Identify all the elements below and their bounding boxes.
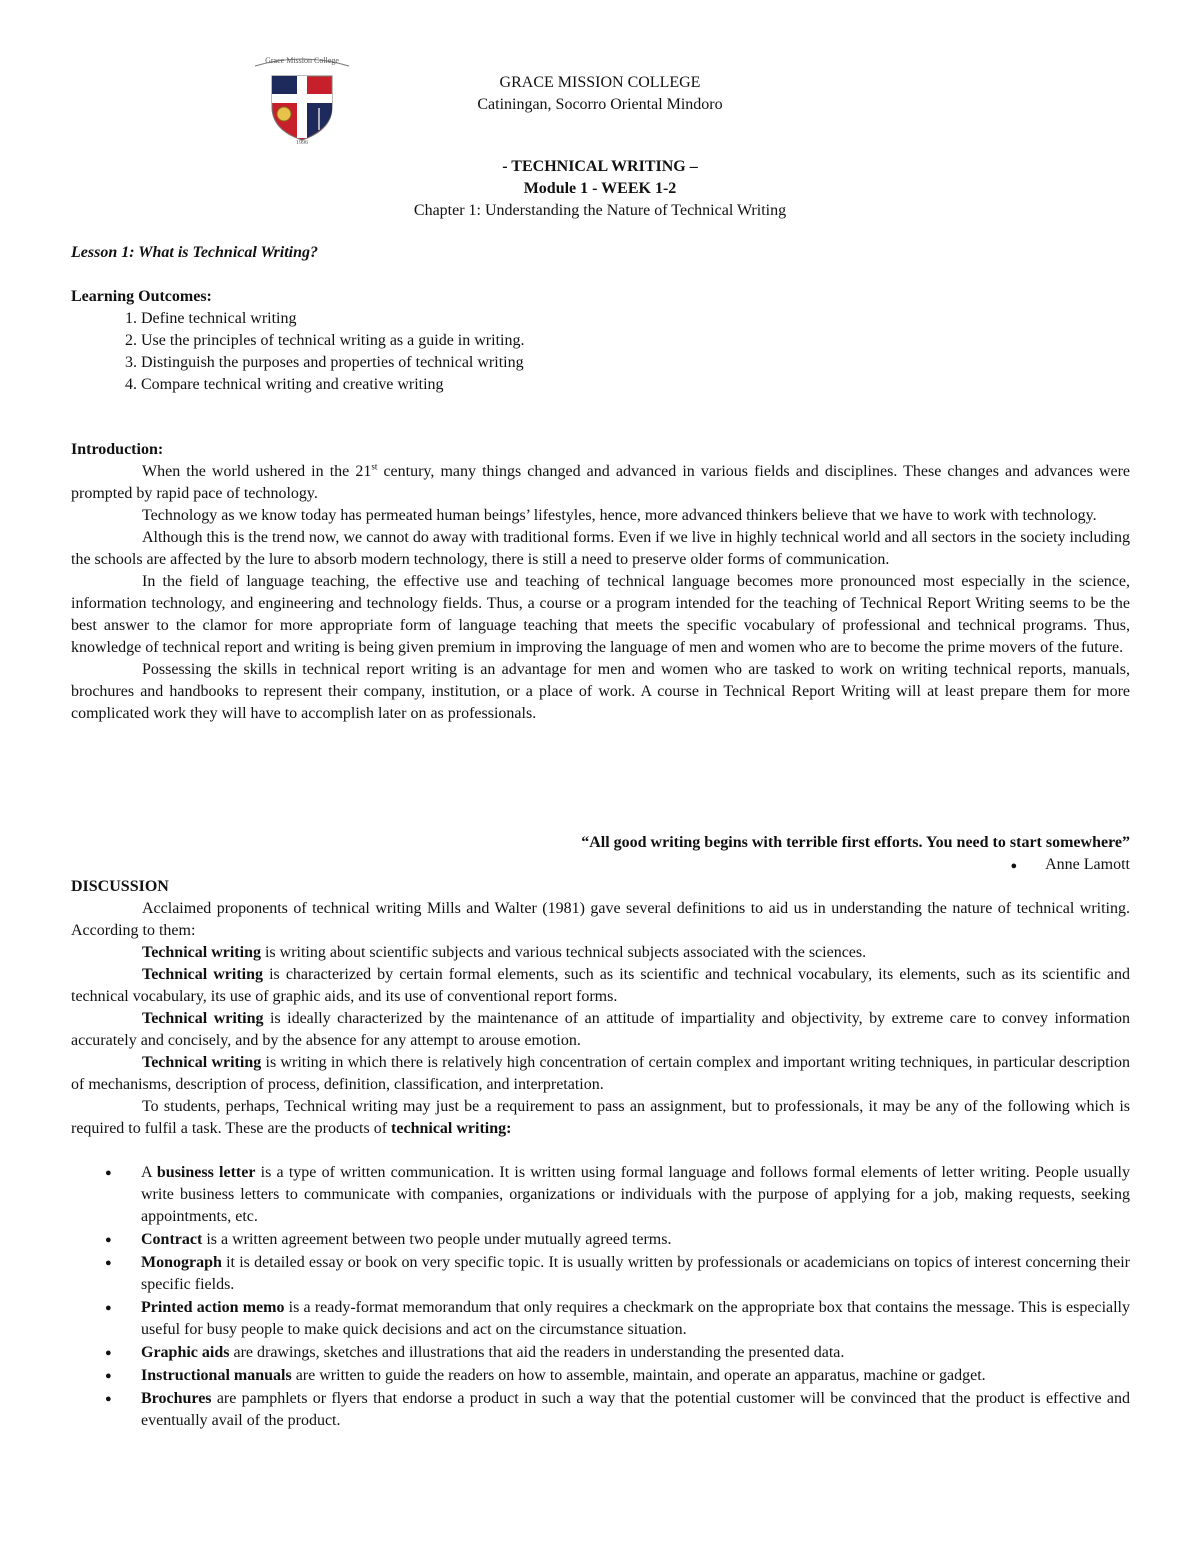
quote-block <box>71 832 1130 877</box>
quote-bullet: ● <box>1010 860 1018 872</box>
college-name: GRACE MISSION COLLEGE <box>499 74 701 91</box>
learning-outcomes-list <box>71 308 1130 396</box>
intro-paragraph: Possessing the skills in technical report writing is an advantage for men and women who are tasked to work on writing technical reports, manuals, brochures and handbooks to represent their company, institution, or a place of work. A course in Technical Report Writing will at least prepare them for more complicated work they will have to accomplish later on as professionals. <box>71 661 1130 722</box>
list-item: ● Contract is a written agreement between two people under mutually agreed terms. <box>105 1231 672 1248</box>
products-section <box>71 1162 1130 1433</box>
introduction-section <box>71 439 1130 725</box>
outcome-item: 2. Use the principles of technical writing as a guide in writing. <box>141 330 1130 352</box>
introduction-heading: Introduction: <box>71 441 164 458</box>
quote-author-line <box>71 854 1130 877</box>
logo-text: Grace Mission College <box>265 56 339 65</box>
intro-paragraph: In the field of language teaching, the effective use and teaching of technical language becomes more pronounced most especially in the science, information technology, and engineering and technology fields. Thus, a course or a program intended for the teaching of Technical Report Writing seems to be the best answer to the clamor for more appropriate form of language teaching that meets the specific vocabulary of professional and technical programs. Thus, knowledge of technical report and writing is being given premium in improving the language of men and women who are to become the prime movers of the future. <box>71 573 1130 656</box>
intro-paragraph: Although this is the trend now, we cannot do away with traditional forms. Even if we live in highly technical world and all sectors in the society including the schools are affected by the lure to absorb modern technology, there is still a need to preserve older forms of communication. <box>71 529 1130 568</box>
course-title: - TECHNICAL WRITING – <box>502 158 698 175</box>
outcome-item: 1. Define technical writing <box>141 308 1130 330</box>
definition-paragraph: Technical writing is characterized by certain formal elements, such as its scientific and technical vocabulary, its elements, such as its scientific and technical vocabulary, its use of graphic aids, and its use of conventional report forms. <box>71 966 1131 1005</box>
discussion-section <box>71 876 1130 1140</box>
list-item: ● Monograph it is detailed essay or book on very specific topic. It is usually written by professionals or academicians on topics of interest concerning their specific fields. <box>105 1254 1130 1293</box>
logo-year: 1996 <box>296 140 308 144</box>
discussion-heading: DISCUSSION <box>71 878 169 895</box>
list-item: ● Graphic aids are drawings, sketches and illustrations that aid the readers in understanding the presented data. <box>105 1344 845 1361</box>
intro-paragraph: When the world ushered in the 21st century, many things changed and advanced in various fields and disciplines. These changes and advances were prompted by rapid pace of technology. <box>71 461 1131 502</box>
college-address: Catiningan, Socorro Oriental Mindoro <box>477 96 723 113</box>
list-item: ● Brochures are pamphlets or flyers that endorse a product in such a way that the potential customer will be convinced that the product is effective and eventually avail of the product. <box>105 1390 1130 1429</box>
definition-paragraph: Technical writing is writing about scientific subjects and various technical subjects associated with the sciences. <box>142 944 867 961</box>
learning-outcomes-heading: Learning Outcomes: <box>71 288 212 305</box>
list-item: ● Instructional manuals are written to guide the readers on how to assemble, maintain, and operate an apparatus, machine or gadget. <box>105 1367 986 1384</box>
outcome-item: 4. Compare technical writing and creative writing <box>141 374 1130 396</box>
quote-text: “All good writing begins with terrible first efforts. You need to start somewhere” <box>581 834 1130 851</box>
module-title: Module 1 - WEEK 1-2 <box>523 180 677 197</box>
learning-outcomes <box>71 286 1130 396</box>
discussion-intro: Acclaimed proponents of technical writing Mills and Walter (1981) gave several definitions to aid us in understanding the nature of technical writing. According to them: <box>71 900 1130 939</box>
outcome-item: 3. Distinguish the purposes and properties of technical writing <box>141 352 1130 374</box>
intro-paragraph: Technology as we know today has permeated human beings’ lifestyles, hence, more advanced thinkers believe that we have to work with technology. <box>142 507 1097 524</box>
chapter-title: Chapter 1: Understanding the Nature of Technical Writing <box>413 202 787 219</box>
lesson-title: Lesson 1: What is Technical Writing? <box>71 244 319 261</box>
definition-paragraph: Technical writing is writing in which there is relatively high concentration of certain complex and important writing techniques, in particular description of mechanisms, description of process, definition, classification, and interpretation. <box>71 1054 1131 1093</box>
document-header <box>0 72 1200 222</box>
quote-author: Anne Lamott <box>1045 856 1130 873</box>
definition-paragraph: Technical writing is ideally characterized by the maintenance of an attitude of impartiality and objectivity, by extreme care to convey information accurately and concisely, and by the absence for any attempt to arouse emotion. <box>71 1010 1130 1049</box>
students-paragraph: To students, perhaps, Technical writing may just be a requirement to pass an assignment, but to professionals, it may be any of the following which is required to fulfil a task. These are the products of technical writing: <box>71 1098 1130 1137</box>
list-item: ● A business letter is a type of written communication. It is written using formal language and follows formal elements of letter writing. People usually write business letters to communicate with companies, organizations or individuals with the purpose of applying for a job, making requests, seeking appointments, etc. <box>105 1164 1131 1225</box>
list-item: ● Printed action memo is a ready-format memorandum that only requires a checkmark on the appropriate box that contains the message. This is especially useful for busy people to make quick decisions and act on the circumstance situation. <box>105 1299 1131 1338</box>
products-list <box>71 1162 1130 1432</box>
